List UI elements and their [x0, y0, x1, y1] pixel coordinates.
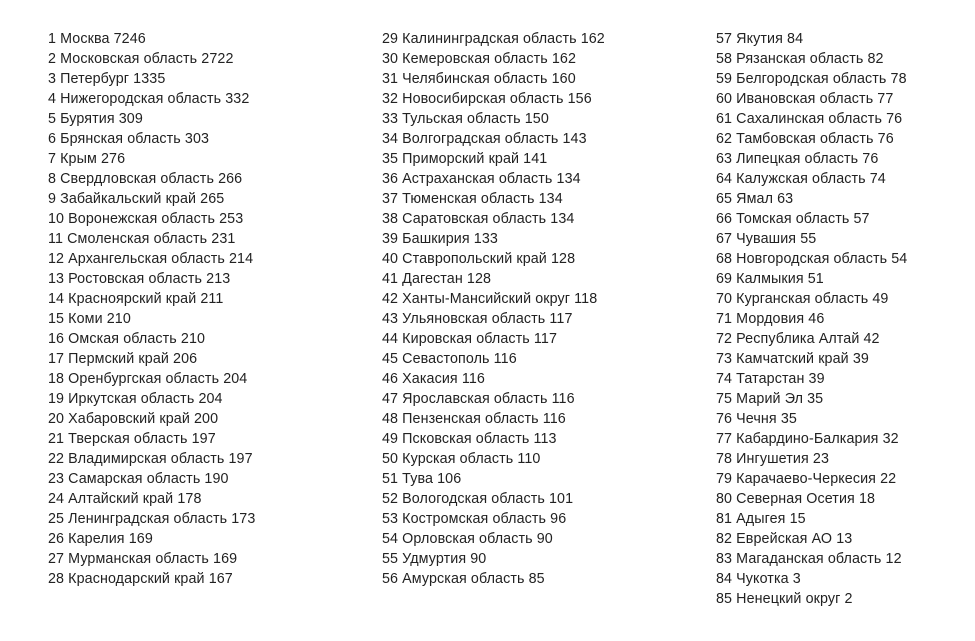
region-row: 43 Ульяновская область 117 [382, 311, 573, 327]
region-row: 47 Ярославская область 116 [382, 391, 575, 407]
region-row: 2 Московская область 2722 [48, 51, 234, 67]
region-row: 45 Севастополь 116 [382, 351, 517, 367]
region-row: 24 Алтайский край 178 [48, 491, 202, 507]
region-row: 25 Ленинградская область 173 [48, 511, 256, 527]
region-row: 39 Башкирия 133 [382, 231, 498, 247]
region-row: 34 Волгоградская область 143 [382, 131, 587, 147]
region-row: 85 Ненецкий округ 2 [716, 591, 853, 607]
region-row: 29 Калининградская область 162 [382, 31, 605, 47]
region-row: 5 Бурятия 309 [48, 111, 143, 127]
region-row: 20 Хабаровский край 200 [48, 411, 219, 427]
region-row: 49 Псковская область 113 [382, 431, 557, 447]
region-row: 78 Ингушетия 23 [716, 451, 830, 467]
region-row: 53 Костромская область 96 [382, 511, 567, 527]
region-row: 57 Якутия 84 [716, 31, 804, 47]
region-list-column-3 [716, 29, 907, 609]
region-row: 60 Ивановская область 77 [716, 91, 894, 107]
region-row: 14 Красноярский край 211 [48, 291, 224, 307]
region-row: 55 Удмуртия 90 [382, 551, 487, 567]
region-row: 72 Республика Алтай 42 [716, 331, 880, 347]
region-row: 50 Курская область 110 [382, 451, 541, 467]
region-row: 71 Мордовия 46 [716, 311, 825, 327]
region-row: 41 Дагестан 128 [382, 271, 492, 287]
region-row: 1 Москва 7246 [48, 31, 146, 47]
region-row: 73 Камчатский край 39 [716, 351, 869, 367]
region-row: 62 Тамбовская область 76 [716, 131, 894, 147]
region-row: 37 Тюменская область 134 [382, 191, 563, 207]
region-row: 83 Магаданская область 12 [716, 551, 902, 567]
region-row: 77 Кабардино-Балкария 32 [716, 431, 899, 447]
region-row: 26 Карелия 169 [48, 531, 153, 547]
region-row: 65 Ямал 63 [716, 191, 794, 207]
region-row: 84 Чукотка 3 [716, 571, 801, 587]
region-row: 46 Хакасия 116 [382, 371, 485, 387]
region-row: 74 Татарстан 39 [716, 371, 825, 387]
region-row: 31 Челябинская область 160 [382, 71, 576, 87]
region-row: 81 Адыгея 15 [716, 511, 806, 527]
region-row: 59 Белгородская область 78 [716, 71, 907, 87]
region-row: 44 Кировская область 117 [382, 331, 558, 347]
region-row: 28 Краснодарский край 167 [48, 571, 233, 587]
region-row: 68 Новгородская область 54 [716, 251, 908, 267]
region-row: 36 Астраханская область 134 [382, 171, 581, 187]
region-row: 76 Чечня 35 [716, 411, 797, 427]
region-row: 11 Смоленская область 231 [48, 231, 236, 247]
region-row: 80 Северная Осетия 18 [716, 491, 876, 507]
region-row: 82 Еврейская АО 13 [716, 531, 853, 547]
region-row: 21 Тверская область 197 [48, 431, 216, 447]
region-row: 66 Томская область 57 [716, 211, 870, 227]
region-row: 63 Липецкая область 76 [716, 151, 879, 167]
region-row: 51 Тува 106 [382, 471, 462, 487]
region-row: 10 Воронежская область 253 [48, 211, 244, 227]
region-row: 18 Оренбургская область 204 [48, 371, 248, 387]
region-row: 30 Кемеровская область 162 [382, 51, 577, 67]
region-row: 75 Марий Эл 35 [716, 391, 824, 407]
region-row: 61 Сахалинская область 76 [716, 111, 903, 127]
region-row: 79 Карачаево-Черкесия 22 [716, 471, 897, 487]
region-row: 22 Владимирская область 197 [48, 451, 253, 467]
region-row: 13 Ростовская область 213 [48, 271, 231, 287]
region-row: 3 Петербург 1335 [48, 71, 166, 87]
region-row: 35 Приморский край 141 [382, 151, 548, 167]
region-row: 9 Забайкальский край 265 [48, 191, 225, 207]
region-row: 48 Пензенская область 116 [382, 411, 566, 427]
region-row: 67 Чувашия 55 [716, 231, 817, 247]
region-row: 32 Новосибирская область 156 [382, 91, 592, 107]
region-row: 27 Мурманская область 169 [48, 551, 238, 567]
region-row: 12 Архангельская область 214 [48, 251, 254, 267]
region-row: 4 Нижегородская область 332 [48, 91, 250, 107]
region-row: 64 Калужская область 74 [716, 171, 886, 187]
region-row: 70 Курганская область 49 [716, 291, 889, 307]
region-row: 17 Пермский край 206 [48, 351, 198, 367]
region-row: 16 Омская область 210 [48, 331, 206, 347]
region-row: 33 Тульская область 150 [382, 111, 549, 127]
region-row: 40 Ставропольский край 128 [382, 251, 576, 267]
region-row: 58 Рязанская область 82 [716, 51, 884, 67]
region-row: 8 Свердловская область 266 [48, 171, 243, 187]
region-list-column-2 [382, 29, 605, 589]
region-row: 19 Иркутская область 204 [48, 391, 223, 407]
region-row: 15 Коми 210 [48, 311, 131, 327]
region-row: 69 Калмыкия 51 [716, 271, 824, 287]
region-row: 7 Крым 276 [48, 151, 126, 167]
region-list-column-1 [48, 29, 255, 589]
region-row: 6 Брянская область 303 [48, 131, 210, 147]
region-row: 42 Ханты-Мансийский округ 118 [382, 291, 598, 307]
region-row: 56 Амурская область 85 [382, 571, 545, 587]
region-row: 38 Саратовская область 134 [382, 211, 575, 227]
region-row: 23 Самарская область 190 [48, 471, 229, 487]
region-row: 54 Орловская область 90 [382, 531, 553, 547]
region-row: 52 Вологодская область 101 [382, 491, 574, 507]
